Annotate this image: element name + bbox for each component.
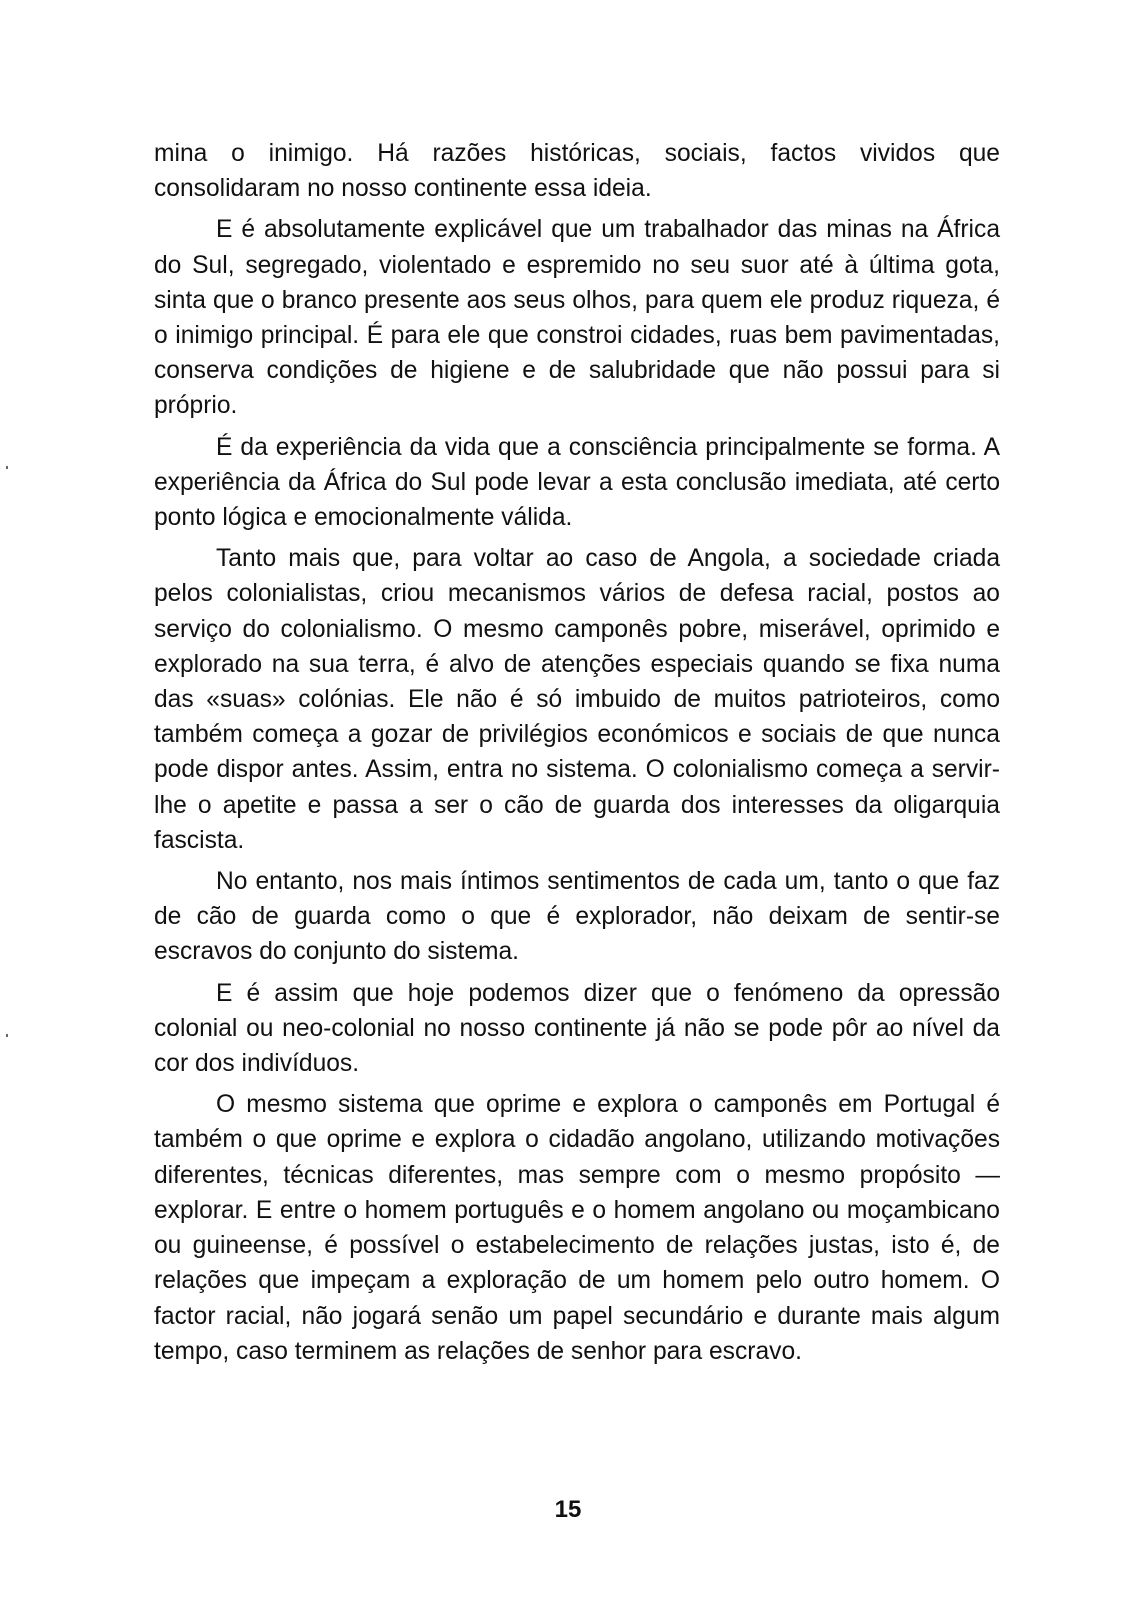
paragraph-2: E é absolutamente explicável que um trabalhador das minas na África do Sul, segregado, violentado e espremido no seu suor até à última gota, sinta que o branco presente aos seus olhos, para quem ele produz riqueza, é o inimigo principal. É para ele que constroi cidades, ruas bem pavimentadas, conserva condições de higiene e de salubridade que não possui para si próprio. xyxy=(154,216,1000,420)
body-text xyxy=(154,136,1000,1375)
page-number: 15 xyxy=(554,1496,582,1523)
paragraph-3: É da experiência da vida que a consciência principalmente se forma. A experiência da África do Sul pode levar a esta conclusão imediata, até certo ponto lógica e emocionalmente válida. xyxy=(154,433,1000,532)
paragraph-6: E é assim que hoje podemos dizer que o fenómeno da opressão colonial ou neo-colonial no nosso continente já não se pode pôr ao nível da cor dos indivíduos. xyxy=(154,979,1000,1078)
margin-speck xyxy=(6,466,8,469)
paragraph-4: Tanto mais que, para voltar ao caso de Angola, a sociedade criada pelos colonialistas, criou mecanismos vários de defesa racial, postos ao serviço do colonialismo. O mesmo camponês pobre, miserável, oprimido e explorado na sua terra, é alvo de atenções especiais quando se fixa numa das «suas» colónias. Ele não é só imbuido de muitos patrioteiros, como também começa a gozar de privilégios económicos e sociais de que nunca pode dispor antes. Assim, entra no sistema. O colonialismo começa a servir-lhe o apetite e passa a ser o cão de guarda dos interesses da oligarquia fascista. xyxy=(154,545,1000,854)
paragraph-5: No entanto, nos mais íntimos sentimentos de cada um, tanto o que faz de cão de guarda como o que é explorador, não deixam de sentir-se escravos do conjunto do sistema. xyxy=(154,868,1000,966)
paragraph-1: mina o inimigo. Há razões históricas, sociais, factos vividos que consolidaram no nosso continente essa ideia. xyxy=(154,140,1000,203)
paragraph-7: O mesmo sistema que oprime e explora o camponês em Portugal é também o que oprime e explora o cidadão angolano, utilizando motivações diferentes, técnicas diferentes, mas sempre com o mesmo propósito — explorar. E entre o homem português e o homem angolano ou moçambicano ou guineense, é possível o estabelecimento de relações justas, isto é, de relações que impeçam a exploração de um homem pelo outro homem. O factor racial, não jogará senão um papel secundário e durante mais algum tempo, caso terminem as relações de senhor para escravo. xyxy=(154,1091,1000,1365)
margin-speck xyxy=(6,1034,8,1037)
